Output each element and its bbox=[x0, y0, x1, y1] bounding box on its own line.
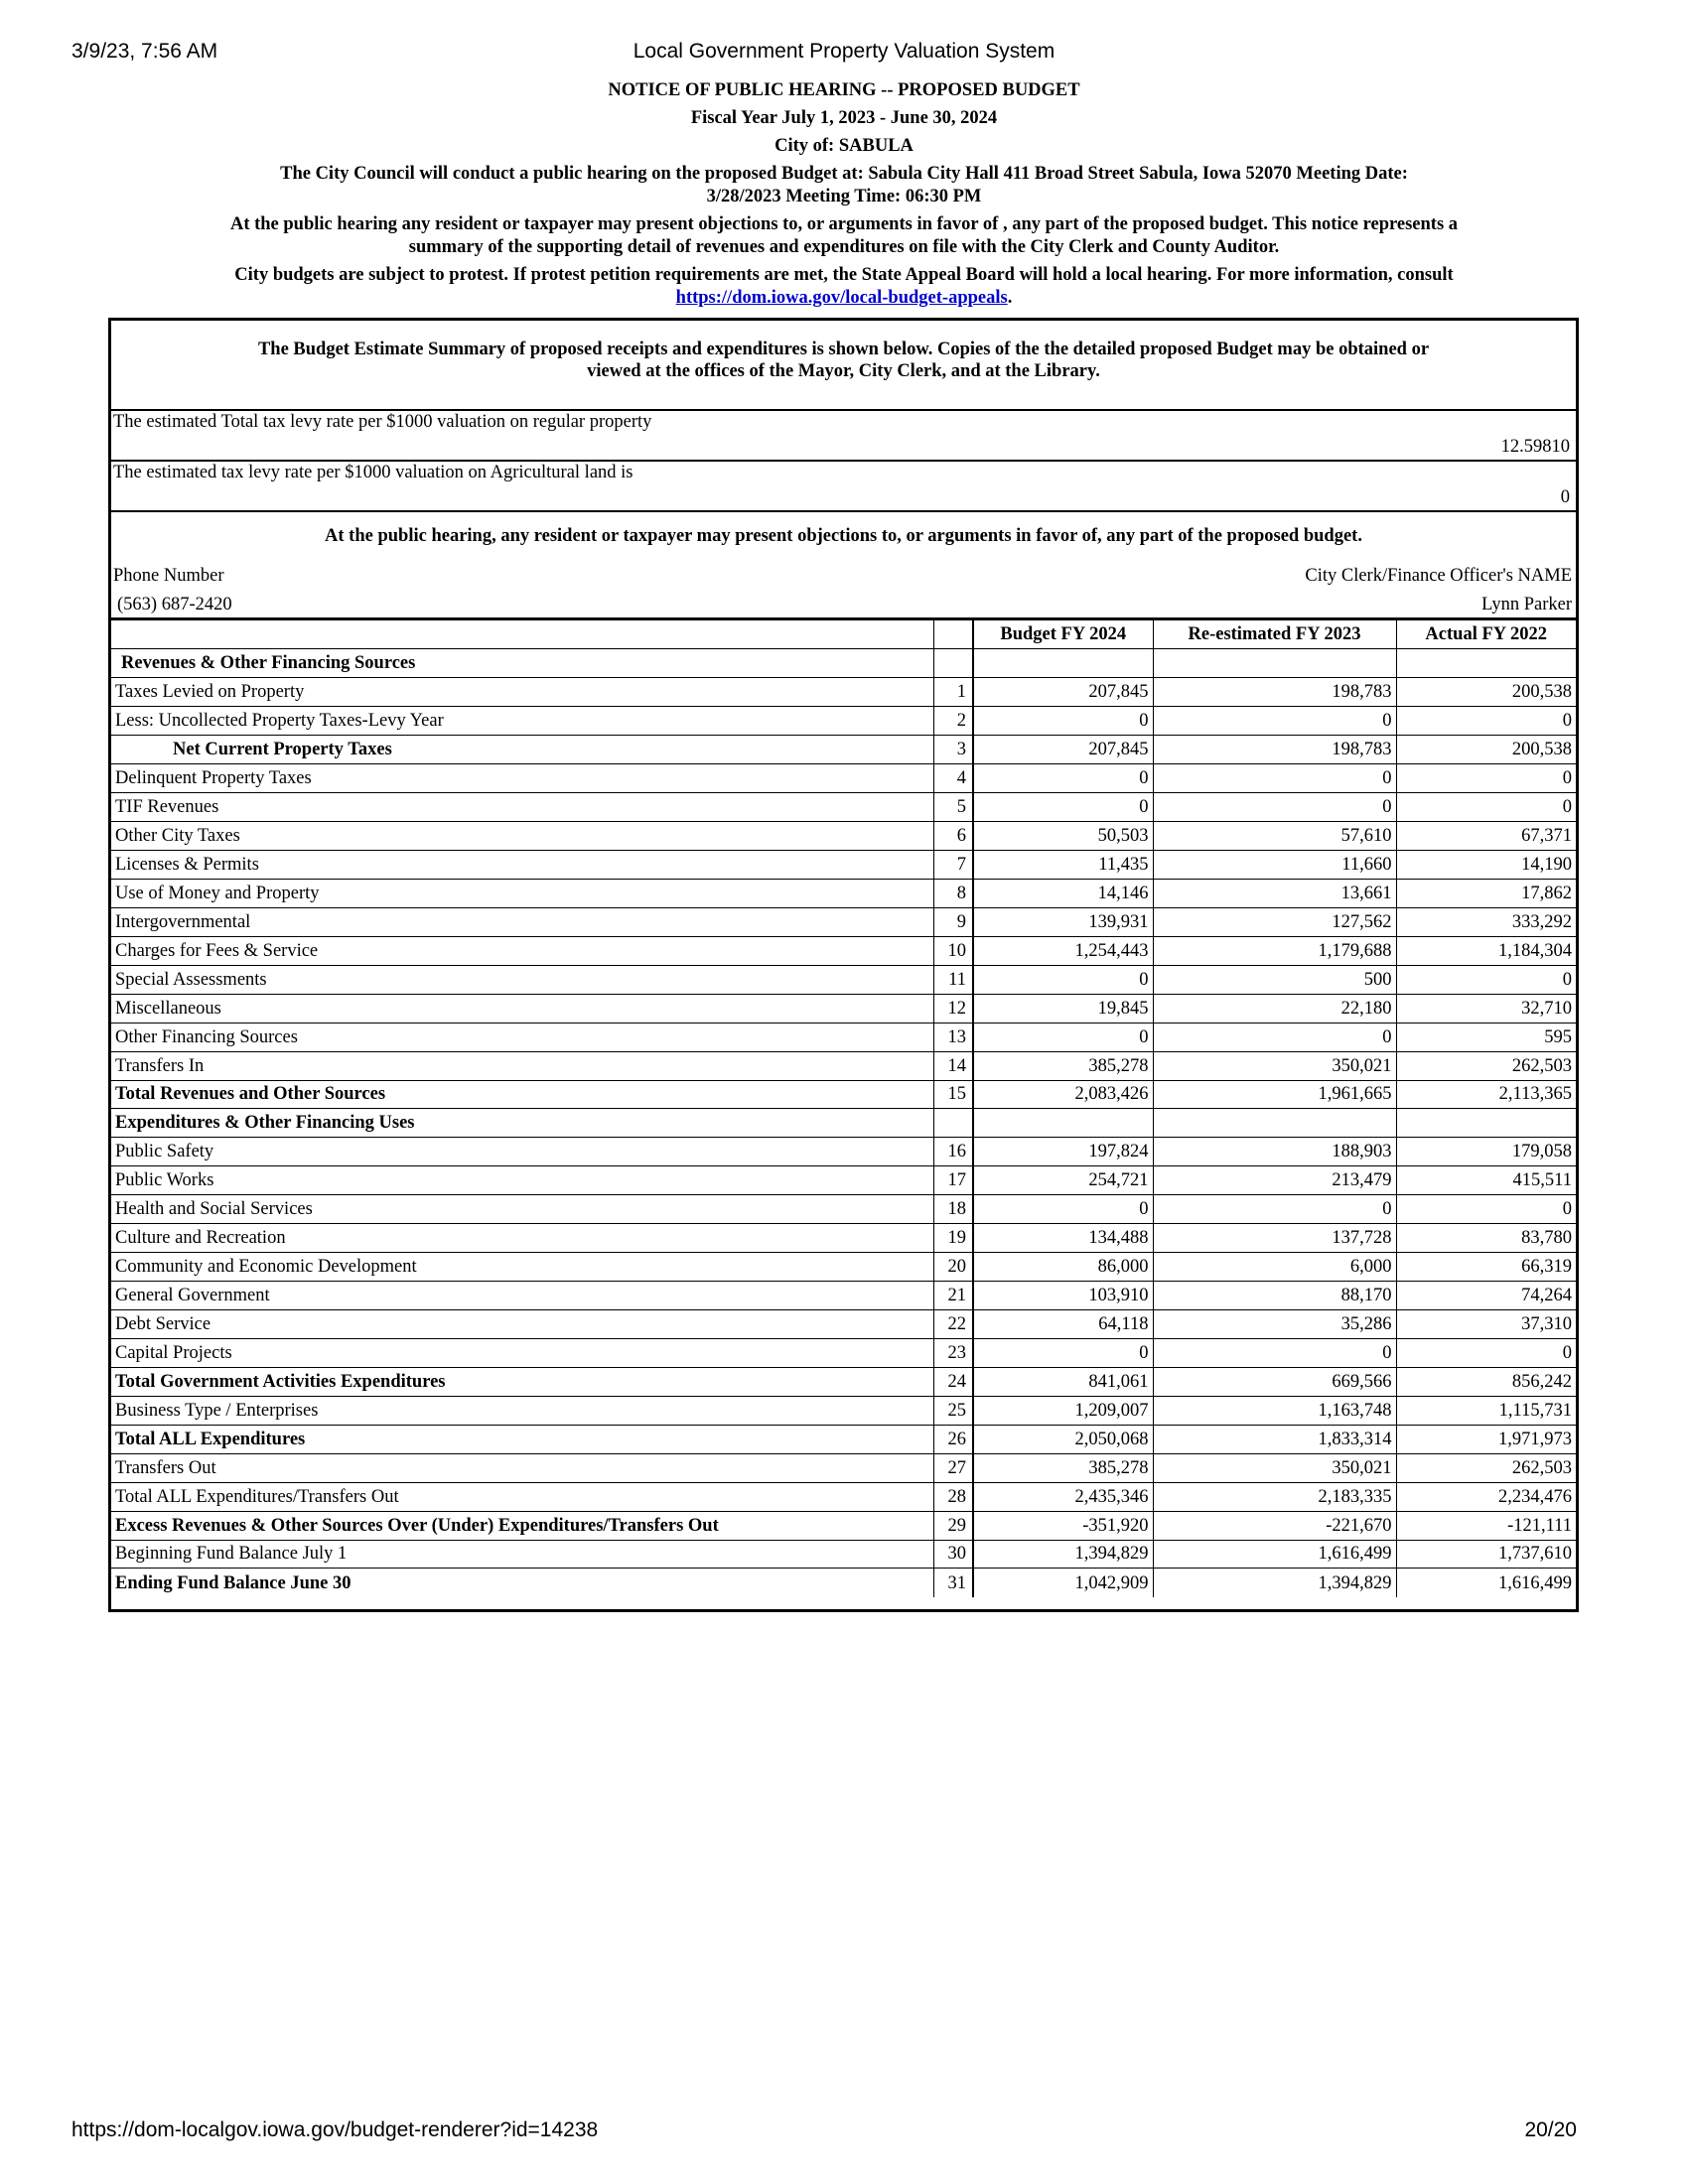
row-line-number: 6 bbox=[933, 822, 973, 851]
row-reestimated-fy2023: 0 bbox=[1153, 707, 1396, 736]
phone-number: (563) 687-2420 bbox=[117, 595, 232, 614]
row-line-number: 27 bbox=[933, 1453, 973, 1482]
header-line-no bbox=[933, 620, 973, 649]
levy-regular-label: The estimated Total tax levy rate per $1000 valuation on regular property bbox=[113, 412, 652, 432]
row-line-number: 1 bbox=[933, 678, 973, 707]
row-reestimated-fy2023: 1,394,829 bbox=[1153, 1569, 1396, 1597]
row-label: Other City Taxes bbox=[111, 822, 933, 851]
row-label: Community and Economic Development bbox=[111, 1253, 933, 1282]
row-actual-fy2022: 179,058 bbox=[1396, 1138, 1576, 1166]
table-row bbox=[111, 1282, 1576, 1310]
row-budget-fy2024: 0 bbox=[973, 793, 1153, 822]
row-actual-fy2022: 0 bbox=[1396, 793, 1576, 822]
budget-table-body bbox=[111, 649, 1576, 1597]
row-line-number: 10 bbox=[933, 936, 973, 965]
table-row bbox=[111, 1482, 1576, 1511]
row-budget-fy2024: -351,920 bbox=[973, 1511, 1153, 1540]
clerk-label: City Clerk/Finance Officer's NAME bbox=[1305, 566, 1572, 586]
row-reestimated-fy2023: 0 bbox=[1153, 793, 1396, 822]
row-reestimated-fy2023: 1,179,688 bbox=[1153, 936, 1396, 965]
row-actual-fy2022: 1,184,304 bbox=[1396, 936, 1576, 965]
protest-end: . bbox=[1007, 288, 1013, 308]
row-line-number: 24 bbox=[933, 1367, 973, 1396]
table-row bbox=[111, 1109, 1576, 1138]
row-line-number: 18 bbox=[933, 1195, 973, 1224]
row-reestimated-fy2023: 350,021 bbox=[1153, 1453, 1396, 1482]
row-label: Charges for Fees & Service bbox=[111, 936, 933, 965]
row-label: Total ALL Expenditures/Transfers Out bbox=[111, 1482, 933, 1511]
row-label: Intergovernmental bbox=[111, 907, 933, 936]
row-budget-fy2024: 0 bbox=[973, 1195, 1153, 1224]
row-label: Taxes Levied on Property bbox=[111, 678, 933, 707]
row-line-number: 9 bbox=[933, 907, 973, 936]
row-budget-fy2024: 14,146 bbox=[973, 879, 1153, 907]
row-label: Miscellaneous bbox=[111, 994, 933, 1023]
budget-summary-box bbox=[108, 318, 1579, 1612]
row-label: Net Current Property Taxes bbox=[111, 736, 933, 764]
row-budget-fy2024: 11,435 bbox=[973, 851, 1153, 880]
table-row bbox=[111, 793, 1576, 822]
table-row bbox=[111, 1138, 1576, 1166]
row-budget-fy2024: 1,394,829 bbox=[973, 1540, 1153, 1569]
hearing-location-line: The City Council will conduct a public hearing on the proposed Budget at: Sabula City Hall 411 Broad Street Sabula, Iowa 52070 Meeting Date: bbox=[280, 164, 1408, 184]
row-reestimated-fy2023: 2,183,335 bbox=[1153, 1482, 1396, 1511]
table-row bbox=[111, 822, 1576, 851]
row-line-number: 23 bbox=[933, 1338, 973, 1367]
row-line-number: 14 bbox=[933, 1051, 973, 1080]
row-budget-fy2024 bbox=[973, 649, 1153, 678]
row-line-number: 30 bbox=[933, 1540, 973, 1569]
row-actual-fy2022: 1,115,731 bbox=[1396, 1396, 1576, 1425]
row-label: Total Government Activities Expenditures bbox=[111, 1367, 933, 1396]
row-label: Capital Projects bbox=[111, 1338, 933, 1367]
row-budget-fy2024: 134,488 bbox=[973, 1224, 1153, 1253]
row-reestimated-fy2023: 0 bbox=[1153, 1338, 1396, 1367]
row-reestimated-fy2023: 127,562 bbox=[1153, 907, 1396, 936]
row-label: Less: Uncollected Property Taxes-Levy Year bbox=[111, 707, 933, 736]
row-label: Other Financing Sources bbox=[111, 1023, 933, 1051]
summary-intro-line-1: The Budget Estimate Summary of proposed receipts and expenditures is shown below. Copies of the the detailed proposed Budget may be obtained or bbox=[257, 340, 1430, 359]
row-actual-fy2022: 595 bbox=[1396, 1023, 1576, 1051]
row-actual-fy2022: 1,616,499 bbox=[1396, 1569, 1576, 1597]
row-label: Total Revenues and Other Sources bbox=[111, 1080, 933, 1109]
row-line-number: 29 bbox=[933, 1511, 973, 1540]
row-budget-fy2024: 2,435,346 bbox=[973, 1482, 1153, 1511]
row-label: TIF Revenues bbox=[111, 793, 933, 822]
city-name: City of: SABULA bbox=[774, 136, 914, 156]
row-actual-fy2022: 37,310 bbox=[1396, 1310, 1576, 1339]
row-reestimated-fy2023 bbox=[1153, 649, 1396, 678]
summary-intro bbox=[111, 321, 1576, 411]
row-label: Transfers Out bbox=[111, 1453, 933, 1482]
page-title: Local Government Property Valuation System bbox=[633, 40, 1055, 63]
row-budget-fy2024: 841,061 bbox=[973, 1367, 1153, 1396]
table-header-row bbox=[111, 620, 1576, 649]
row-line-number: 15 bbox=[933, 1080, 973, 1109]
browser-footer bbox=[71, 2118, 1617, 2148]
row-reestimated-fy2023: 35,286 bbox=[1153, 1310, 1396, 1339]
table-row bbox=[111, 1453, 1576, 1482]
table-row bbox=[111, 994, 1576, 1023]
row-line-number: 31 bbox=[933, 1569, 973, 1597]
row-actual-fy2022: 0 bbox=[1396, 764, 1576, 793]
appeals-link[interactable]: https://dom.iowa.gov/local-budget-appeals bbox=[675, 288, 1008, 308]
row-line-number: 3 bbox=[933, 736, 973, 764]
objections-line-1: At the public hearing any resident or taxpayer may present objections to, or arguments in favor of , any part of the proposed budget. This notice represents a bbox=[229, 214, 1459, 234]
row-budget-fy2024: 1,042,909 bbox=[973, 1569, 1153, 1597]
row-label: Total ALL Expenditures bbox=[111, 1425, 933, 1453]
row-reestimated-fy2023: 57,610 bbox=[1153, 822, 1396, 851]
row-actual-fy2022 bbox=[1396, 1109, 1576, 1138]
row-actual-fy2022: 1,971,973 bbox=[1396, 1425, 1576, 1453]
notice-header bbox=[119, 79, 1569, 310]
row-reestimated-fy2023: 88,170 bbox=[1153, 1282, 1396, 1310]
row-reestimated-fy2023: 137,728 bbox=[1153, 1224, 1396, 1253]
row-line-number: 26 bbox=[933, 1425, 973, 1453]
row-line-number: 17 bbox=[933, 1166, 973, 1195]
row-line-number: 19 bbox=[933, 1224, 973, 1253]
header-label bbox=[111, 620, 933, 649]
row-actual-fy2022: 17,862 bbox=[1396, 879, 1576, 907]
row-reestimated-fy2023: 11,660 bbox=[1153, 851, 1396, 880]
row-label: Expenditures & Other Financing Uses bbox=[111, 1109, 933, 1138]
row-reestimated-fy2023 bbox=[1153, 1109, 1396, 1138]
row-reestimated-fy2023: 22,180 bbox=[1153, 994, 1396, 1023]
row-line-number: 20 bbox=[933, 1253, 973, 1282]
row-actual-fy2022: 2,234,476 bbox=[1396, 1482, 1576, 1511]
row-label: Excess Revenues & Other Sources Over (Under) Expenditures/Transfers Out bbox=[111, 1511, 933, 1540]
row-reestimated-fy2023: 1,616,499 bbox=[1153, 1540, 1396, 1569]
table-row bbox=[111, 1080, 1576, 1109]
row-budget-fy2024: 385,278 bbox=[973, 1051, 1153, 1080]
row-budget-fy2024: 197,824 bbox=[973, 1138, 1153, 1166]
protest-line: City budgets are subject to protest. If protest petition requirements are met, the State Appeal Board will hold a local hearing. For more information, consult bbox=[234, 265, 1454, 285]
row-actual-fy2022: -121,111 bbox=[1396, 1511, 1576, 1540]
row-budget-fy2024: 1,254,443 bbox=[973, 936, 1153, 965]
table-row bbox=[111, 707, 1576, 736]
row-reestimated-fy2023: 198,783 bbox=[1153, 678, 1396, 707]
table-row bbox=[111, 1310, 1576, 1339]
row-budget-fy2024: 385,278 bbox=[973, 1453, 1153, 1482]
contact-values bbox=[111, 595, 1576, 620]
row-line-number bbox=[933, 1109, 973, 1138]
row-budget-fy2024: 0 bbox=[973, 1338, 1153, 1367]
clerk-name: Lynn Parker bbox=[1481, 595, 1572, 614]
protest-link-line bbox=[119, 287, 1569, 310]
row-reestimated-fy2023: 1,833,314 bbox=[1153, 1425, 1396, 1453]
row-actual-fy2022: 67,371 bbox=[1396, 822, 1576, 851]
row-line-number: 11 bbox=[933, 965, 973, 994]
row-budget-fy2024: 0 bbox=[973, 764, 1153, 793]
row-line-number: 5 bbox=[933, 793, 973, 822]
row-budget-fy2024: 2,083,426 bbox=[973, 1080, 1153, 1109]
row-label: Public Works bbox=[111, 1166, 933, 1195]
row-actual-fy2022: 83,780 bbox=[1396, 1224, 1576, 1253]
page-url: https://dom-localgov.iowa.gov/budget-renderer?id=14238 bbox=[71, 2118, 599, 2141]
row-budget-fy2024: 0 bbox=[973, 1023, 1153, 1051]
row-actual-fy2022: 262,503 bbox=[1396, 1051, 1576, 1080]
row-budget-fy2024 bbox=[973, 1109, 1153, 1138]
row-budget-fy2024: 207,845 bbox=[973, 736, 1153, 764]
row-budget-fy2024: 207,845 bbox=[973, 678, 1153, 707]
row-line-number: 4 bbox=[933, 764, 973, 793]
table-row bbox=[111, 1425, 1576, 1453]
row-label: Ending Fund Balance June 30 bbox=[111, 1569, 933, 1597]
levy-ag-row bbox=[111, 462, 1576, 512]
row-budget-fy2024: 64,118 bbox=[973, 1310, 1153, 1339]
table-row bbox=[111, 1166, 1576, 1195]
row-budget-fy2024: 0 bbox=[973, 707, 1153, 736]
row-actual-fy2022: 333,292 bbox=[1396, 907, 1576, 936]
row-label: Revenues & Other Financing Sources bbox=[111, 649, 933, 678]
row-label: Health and Social Services bbox=[111, 1195, 933, 1224]
row-label: Transfers In bbox=[111, 1051, 933, 1080]
row-budget-fy2024: 1,209,007 bbox=[973, 1396, 1153, 1425]
row-actual-fy2022: 0 bbox=[1396, 965, 1576, 994]
row-reestimated-fy2023: -221,670 bbox=[1153, 1511, 1396, 1540]
notice-heading: NOTICE OF PUBLIC HEARING -- PROPOSED BUDGET bbox=[608, 80, 1080, 100]
row-label: Debt Service bbox=[111, 1310, 933, 1339]
row-reestimated-fy2023: 669,566 bbox=[1153, 1367, 1396, 1396]
row-actual-fy2022: 262,503 bbox=[1396, 1453, 1576, 1482]
browser-header bbox=[71, 40, 1617, 69]
header-budget-fy2024: Budget FY 2024 bbox=[973, 620, 1153, 649]
row-line-number: 12 bbox=[933, 994, 973, 1023]
row-label: Beginning Fund Balance July 1 bbox=[111, 1540, 933, 1569]
row-label: Culture and Recreation bbox=[111, 1224, 933, 1253]
row-reestimated-fy2023: 1,163,748 bbox=[1153, 1396, 1396, 1425]
table-row bbox=[111, 1023, 1576, 1051]
page-number: 20/20 bbox=[1524, 2118, 1577, 2141]
header-actual-fy2022: Actual FY 2022 bbox=[1396, 620, 1576, 649]
table-row bbox=[111, 879, 1576, 907]
header-reestimated-fy2023: Re-estimated FY 2023 bbox=[1153, 620, 1396, 649]
row-label: Special Assessments bbox=[111, 965, 933, 994]
row-line-number: 28 bbox=[933, 1482, 973, 1511]
row-actual-fy2022: 200,538 bbox=[1396, 736, 1576, 764]
row-actual-fy2022: 0 bbox=[1396, 1338, 1576, 1367]
row-reestimated-fy2023: 350,021 bbox=[1153, 1051, 1396, 1080]
row-actual-fy2022: 0 bbox=[1396, 707, 1576, 736]
table-row bbox=[111, 736, 1576, 764]
hearing-message: At the public hearing, any resident or taxpayer may present objections to, or arguments in favor of, any part of the proposed budget. bbox=[325, 526, 1362, 546]
row-budget-fy2024: 86,000 bbox=[973, 1253, 1153, 1282]
table-row bbox=[111, 1396, 1576, 1425]
row-budget-fy2024: 19,845 bbox=[973, 994, 1153, 1023]
row-reestimated-fy2023: 0 bbox=[1153, 1023, 1396, 1051]
row-line-number: 7 bbox=[933, 851, 973, 880]
row-budget-fy2024: 103,910 bbox=[973, 1282, 1153, 1310]
table-row bbox=[111, 1224, 1576, 1253]
row-actual-fy2022: 200,538 bbox=[1396, 678, 1576, 707]
table-row bbox=[111, 936, 1576, 965]
table-row bbox=[111, 851, 1576, 880]
row-budget-fy2024: 254,721 bbox=[973, 1166, 1153, 1195]
levy-regular-value: 12.59810 bbox=[1500, 437, 1570, 457]
row-budget-fy2024: 139,931 bbox=[973, 907, 1153, 936]
table-row bbox=[111, 678, 1576, 707]
levy-regular-row bbox=[111, 411, 1576, 462]
summary-intro-line-2: viewed at the offices of the Mayor, City Clerk, and at the Library. bbox=[587, 361, 1100, 381]
table-row bbox=[111, 1195, 1576, 1224]
budget-table bbox=[111, 620, 1576, 1597]
row-actual-fy2022 bbox=[1396, 649, 1576, 678]
row-line-number: 25 bbox=[933, 1396, 973, 1425]
row-line-number: 8 bbox=[933, 879, 973, 907]
row-label: Use of Money and Property bbox=[111, 879, 933, 907]
row-line-number: 13 bbox=[933, 1023, 973, 1051]
table-row bbox=[111, 965, 1576, 994]
objections-line-2: summary of the supporting detail of revenues and expenditures on file with the City Clerk and County Auditor. bbox=[408, 237, 1280, 257]
table-row bbox=[111, 1253, 1576, 1282]
row-actual-fy2022: 415,511 bbox=[1396, 1166, 1576, 1195]
row-label: Public Safety bbox=[111, 1138, 933, 1166]
row-reestimated-fy2023: 188,903 bbox=[1153, 1138, 1396, 1166]
fiscal-year: Fiscal Year July 1, 2023 - June 30, 2024 bbox=[690, 108, 998, 128]
row-reestimated-fy2023: 198,783 bbox=[1153, 736, 1396, 764]
row-reestimated-fy2023: 500 bbox=[1153, 965, 1396, 994]
row-label: Delinquent Property Taxes bbox=[111, 764, 933, 793]
table-row bbox=[111, 764, 1576, 793]
row-line-number: 22 bbox=[933, 1310, 973, 1339]
hearing-section bbox=[111, 512, 1576, 595]
row-label: Licenses & Permits bbox=[111, 851, 933, 880]
row-actual-fy2022: 0 bbox=[1396, 1195, 1576, 1224]
table-row bbox=[111, 1511, 1576, 1540]
row-actual-fy2022: 856,242 bbox=[1396, 1367, 1576, 1396]
phone-label: Phone Number bbox=[113, 566, 224, 586]
table-row bbox=[111, 1051, 1576, 1080]
row-reestimated-fy2023: 0 bbox=[1153, 764, 1396, 793]
levy-ag-label: The estimated tax levy rate per $1000 valuation on Agricultural land is bbox=[113, 463, 633, 482]
row-actual-fy2022: 66,319 bbox=[1396, 1253, 1576, 1282]
row-line-number: 2 bbox=[933, 707, 973, 736]
row-line-number: 16 bbox=[933, 1138, 973, 1166]
row-reestimated-fy2023: 13,661 bbox=[1153, 879, 1396, 907]
table-row bbox=[111, 1338, 1576, 1367]
row-actual-fy2022: 1,737,610 bbox=[1396, 1540, 1576, 1569]
row-actual-fy2022: 2,113,365 bbox=[1396, 1080, 1576, 1109]
row-budget-fy2024: 2,050,068 bbox=[973, 1425, 1153, 1453]
row-reestimated-fy2023: 0 bbox=[1153, 1195, 1396, 1224]
table-row bbox=[111, 649, 1576, 678]
row-line-number: 21 bbox=[933, 1282, 973, 1310]
row-budget-fy2024: 0 bbox=[973, 965, 1153, 994]
row-reestimated-fy2023: 1,961,665 bbox=[1153, 1080, 1396, 1109]
table-row bbox=[111, 1540, 1576, 1569]
row-reestimated-fy2023: 6,000 bbox=[1153, 1253, 1396, 1282]
table-row bbox=[111, 1367, 1576, 1396]
row-budget-fy2024: 50,503 bbox=[973, 822, 1153, 851]
row-actual-fy2022: 74,264 bbox=[1396, 1282, 1576, 1310]
row-actual-fy2022: 14,190 bbox=[1396, 851, 1576, 880]
row-actual-fy2022: 32,710 bbox=[1396, 994, 1576, 1023]
hearing-datetime-line: 3/28/2023 Meeting Time: 06:30 PM bbox=[706, 187, 982, 206]
row-line-number bbox=[933, 649, 973, 678]
row-label: Business Type / Enterprises bbox=[111, 1396, 933, 1425]
levy-ag-value: 0 bbox=[1560, 487, 1570, 507]
table-row bbox=[111, 907, 1576, 936]
print-datetime: 3/9/23, 7:56 AM bbox=[71, 40, 218, 63]
row-label: General Government bbox=[111, 1282, 933, 1310]
table-row bbox=[111, 1569, 1576, 1597]
row-reestimated-fy2023: 213,479 bbox=[1153, 1166, 1396, 1195]
